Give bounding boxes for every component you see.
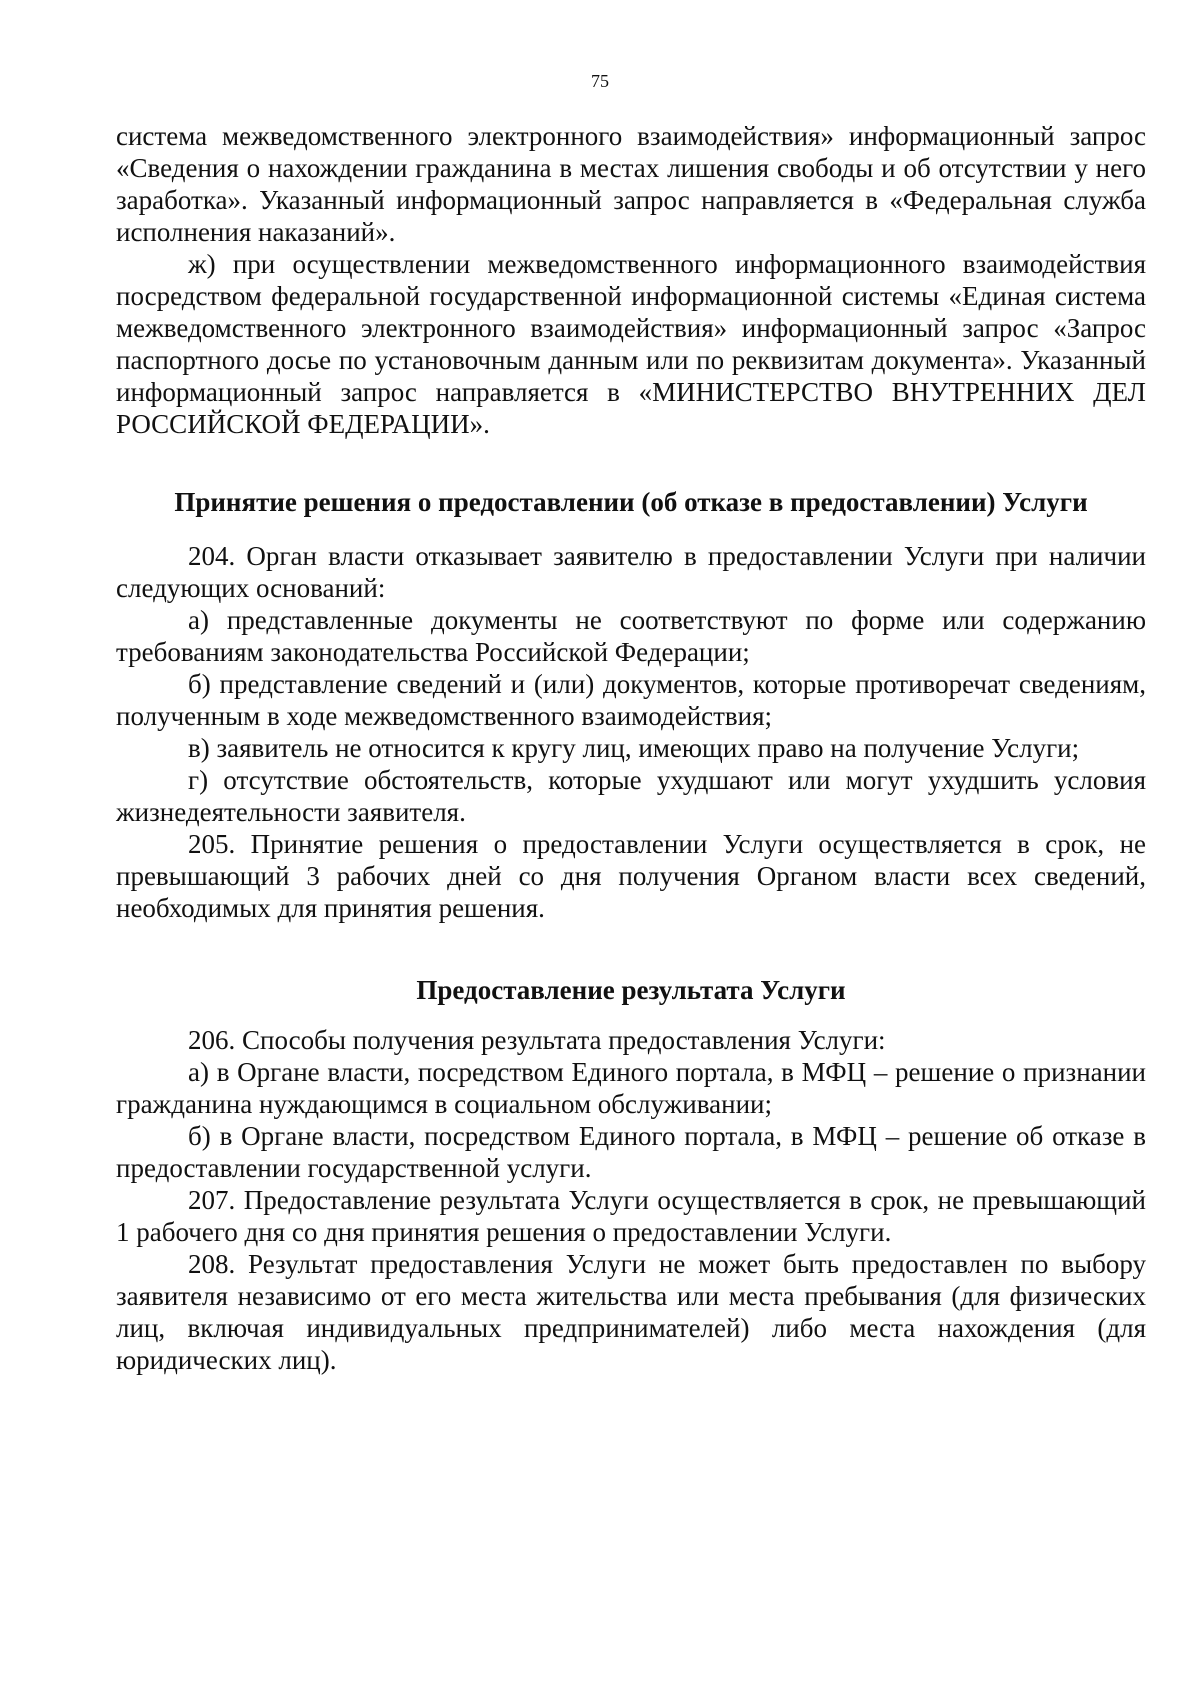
paragraph-204-b: б) представление сведений и (или) документов, которые противоречат сведениям, полученным в ходе межведомственного взаимодействия; xyxy=(116,669,1146,731)
section-heading-result: Предоставление результата Услуги xyxy=(416,975,846,1005)
page-number: 75 xyxy=(591,71,609,91)
paragraph-continuation: система межведомственного электронного взаимодействия» информационный запрос «Сведения о нахождении гражданина в местах лишения свободы и об отсутствии у него заработка». Указанный информационный запрос направляется в «Федеральная служба исполнения наказаний». xyxy=(116,121,1146,247)
document-body xyxy=(116,120,1146,1376)
paragraph-204: 204. Орган власти отказывает заявителю в предоставлении Услуги при наличии следующих оснований: xyxy=(116,541,1146,603)
spacer xyxy=(116,924,1146,974)
paragraph-204-v: в) заявитель не относится к кругу лиц, имеющих право на получение Услуги; xyxy=(188,733,1080,763)
paragraph-item-zh: ж) при осуществлении межведомственного информационного взаимодействия посредством федеральной государственной информационной системы «Единая система межведомственного электронного взаимодействия» информационный запрос «Запрос паспортного досье по установочным данным или по реквизитам документа». Указанный информационный запрос направляется в «МИНИСТЕРСТВО ВНУТРЕННИХ ДЕЛ РОССИЙСКОЙ ФЕДЕРАЦИИ». xyxy=(116,249,1146,439)
paragraph-206: 206. Способы получения результата предоставления Услуги: xyxy=(188,1025,886,1055)
paragraph-204-a: а) представленные документы не соответствуют по форме или содержанию требованиям законодательства Российской Федерации; xyxy=(116,605,1146,667)
spacer xyxy=(116,440,1146,486)
spacer xyxy=(116,518,1146,540)
spacer xyxy=(116,1006,1146,1024)
section-heading-decision: Принятие решения о предоставлении (об отказе в предоставлении) Услуги xyxy=(174,487,1088,517)
paragraph-207: 207. Предоставление результата Услуги осуществляется в срок, не превышающий 1 рабочего дня со дня принятия решения о предоставлении Услуги. xyxy=(116,1185,1146,1247)
paragraph-205: 205. Принятие решения о предоставлении Услуги осуществляется в срок, не превышающий 3 рабочих дней со дня получения Органом власти всех сведений, необходимых для принятия решения. xyxy=(116,829,1146,923)
paragraph-206-a: а) в Органе власти, посредством Единого портала, в МФЦ – решение о признании гражданина нуждающимся в социальном обслуживании; xyxy=(116,1057,1146,1119)
paragraph-206-b: б) в Органе власти, посредством Единого портала, в МФЦ – решение об отказе в предоставлении государственной услуги. xyxy=(116,1121,1146,1183)
paragraph-208: 208. Результат предоставления Услуги не может быть предоставлен по выбору заявителя независимо от его места жительства или места пребывания (для физических лиц, включая индивидуальных предпринимателей) либо места нахождения (для юридических лиц). xyxy=(116,1249,1146,1375)
paragraph-204-g: г) отсутствие обстоятельств, которые ухудшают или могут ухудшить условия жизнедеятельности заявителя. xyxy=(116,765,1146,827)
